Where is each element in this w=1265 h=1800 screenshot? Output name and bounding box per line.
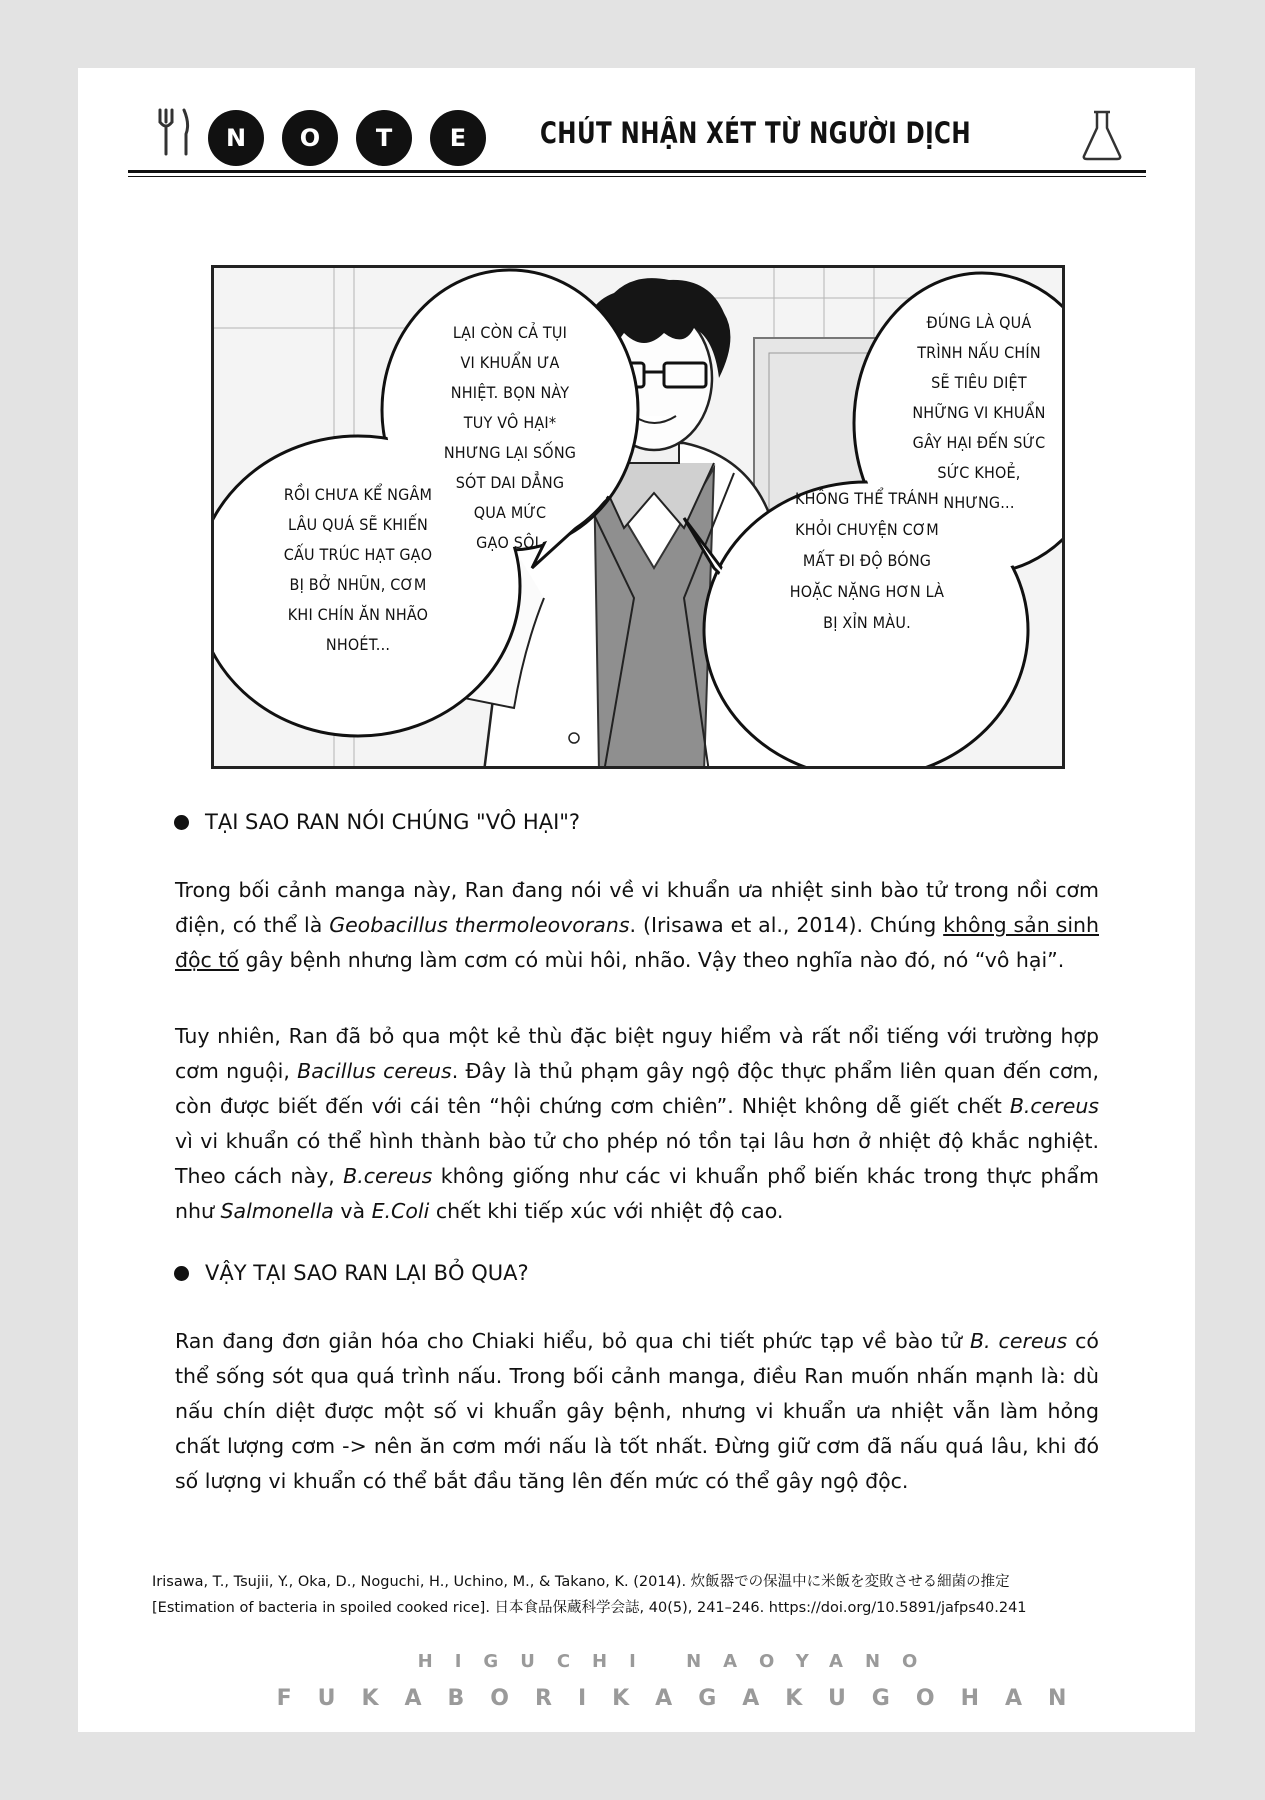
section-heading-2 — [174, 1261, 529, 1285]
speech-bubble-1: LẠI CÒN CẢ TỤI VI KHUẨN ƯA NHIỆT. BỌN NÀY TUY VÔ HẠI* NHƯNG LẠI SỐNG SÓT DAI DẲNG QUA MỨC GẠO SÔI. — [443, 323, 577, 552]
paragraph-3-text: có thể sống sót qua quá trình nấu. Trong bối cảnh manga, điều Ran muốn nhấn mạnh là: dù nấu chín diệt được một số vi khuẩn gây bệnh, nhưng vi khuẩn ưa nhiệt vẫn làm hỏng chất lượng cơm -> nên ăn cơm mới nấu là tốt nhất. Đừng giữ cơm đã nấu quá lâu, khi đó số lượng vi khuẩn có thể bắt đầu tăng lên đến mức có thể gây ngộ độc. — [175, 1329, 1099, 1493]
species-bacillus-cereus: Bacillus cereus — [297, 1059, 452, 1083]
paragraph-2 — [175, 1019, 1099, 1229]
paragraph-2-text: . Đây là thủ phạm gây ngộ độc thực phẩm liên quan đến cơm, còn được biết đến với cái tên “hội chứng cơm chiên”. Nhiệt không dễ giết chết — [175, 1059, 1099, 1118]
species-b-cereus: B. cereus — [969, 1329, 1068, 1353]
bullet-icon — [174, 815, 189, 830]
species-salmonella: Salmonella — [220, 1199, 334, 1223]
reference-line-2: [Estimation of bacteria in spoiled cooked rice]. 日本食品保蔵科学会誌, 40(5), 241–246. https://doi.org/10.5891/jafps40.241 — [152, 1600, 1027, 1616]
section-heading-1 — [174, 810, 580, 834]
page-title: CHÚT NHẬN XÉT TỪ NGƯỜI DỊCH — [540, 116, 971, 150]
paragraph-1-text: gây bệnh nhưng làm cơm có mùi hôi, nhão. Vậy theo nghĩa nào đó, nó “vô hại”. — [238, 948, 1065, 972]
underlined-no-toxin: không sản sinh độc tố — [175, 913, 1099, 972]
paragraph-1 — [175, 873, 1099, 978]
bullet-icon — [174, 1266, 189, 1281]
paragraph-1-text: . (Irisawa et al., 2014). Chúng — [629, 913, 944, 937]
fork-knife-icon — [156, 106, 192, 158]
paragraph-2-text: vì vi khuẩn có thể hình thành bào tử cho phép nó tồn tại lâu hơn ở nhiệt độ khắc nghiệt. Theo cách này, — [175, 1129, 1099, 1188]
footer-series-title: FUKABORIKAGAKUGOHAN — [276, 1686, 1093, 1711]
paragraph-2-text: Tuy nhiên, Ran đã bỏ qua một kẻ thù đặc biệt nguy hiểm và rất nổi tiếng với trường hợp cơm nguội, — [175, 1024, 1099, 1083]
paragraph-3 — [175, 1324, 1099, 1499]
speech-bubble-3: ĐÚNG LÀ QUÁ TRÌNH NẤU CHÍN SẼ TIÊU DIỆT NHỮNG VI KHUẨN GÂY HẠI ĐẾN SỨC SỨC KHOẺ, NHƯNG... — [912, 313, 1046, 512]
species-geobacillus: Geobacillus thermoleovorans — [329, 913, 630, 937]
section-heading-2-text: VẬY TẠI SAO RAN LẠI BỎ QUA? — [205, 1261, 529, 1285]
paragraph-2-text: chết khi tiếp xúc với nhiệt độ cao. — [429, 1199, 784, 1223]
note-badge — [208, 110, 486, 166]
section-heading-1-text: TẠI SAO RAN NÓI CHÚNG "VÔ HẠI"? — [205, 810, 581, 834]
speech-bubble-4: KHÔNG THỂ TRÁNH KHỎI CHUYỆN CƠM MẤT ĐI ĐỘ BÓNG HOẶC NẶNG HƠN LÀ BỊ XỈN MÀU. — [789, 489, 945, 632]
flask-icon — [1080, 108, 1124, 162]
footer-author: HIGUCHI NAOYANO — [417, 1651, 940, 1672]
species-b-cereus: B.cereus — [343, 1164, 433, 1188]
manga-panel — [211, 265, 1065, 769]
paragraph-2-text: và — [333, 1199, 372, 1223]
note-letter-t: T — [356, 110, 412, 166]
header-divider — [128, 170, 1146, 173]
note-letter-e: E — [430, 110, 486, 166]
header-divider-thin — [128, 176, 1146, 177]
speech-bubble-2: RỒI CHƯA KỂ NGÂM LÂU QUÁ SẼ KHIẾN CẤU TRÚC HẠT GẠO BỊ BỞ NHŨN, CƠM KHI CHÍN ĂN NHÃO NHOÉT... — [283, 485, 433, 654]
note-page — [78, 68, 1195, 1732]
species-b-cereus: B.cereus — [1009, 1094, 1099, 1118]
species-e-coli: E.Coli — [371, 1199, 430, 1223]
note-header — [78, 68, 1195, 178]
paragraph-1-text: Trong bối cảnh manga này, Ran đang nói về vi khuẩn ưa nhiệt sinh bào tử trong nồi cơm điện, có thể là — [175, 878, 1099, 937]
paragraph-3-text: Ran đang đơn giản hóa cho Chiaki hiểu, bỏ qua chi tiết phức tạp về bào tử — [175, 1329, 970, 1353]
note-letter-n: N — [208, 110, 264, 166]
paragraph-2-text: không giống như các vi khuẩn phổ biến khác trong thực phẩm như — [175, 1164, 1099, 1223]
reference-line-1: Irisawa, T., Tsujii, Y., Oka, D., Noguchi, H., Uchino, M., & Takano, K. (2014). 炊飯器での保温中に米飯を変敗させる細菌の推定 — [152, 1574, 1010, 1590]
note-letter-o: O — [282, 110, 338, 166]
reference-citation — [152, 1569, 1122, 1621]
